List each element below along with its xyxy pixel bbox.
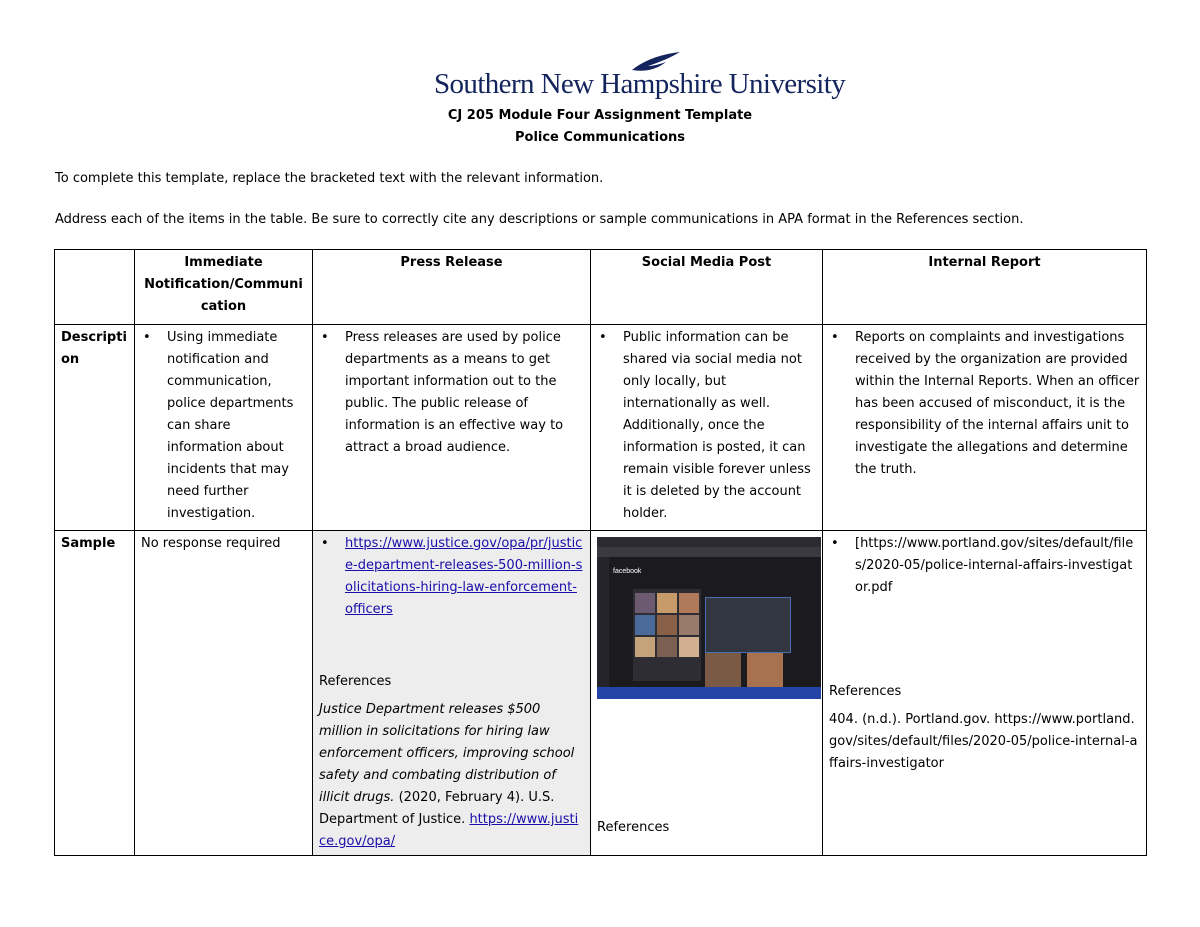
browser-address-bar: [597, 547, 821, 557]
document-subtitle: Police Communications: [514, 130, 686, 145]
table-row: [55, 531, 1147, 856]
sample-internal-report: [823, 531, 1147, 856]
document-title: CJ 205 Module Four Assignment Template: [447, 108, 753, 123]
screenshot-side-nav: [597, 557, 609, 687]
press-release-link[interactable]: https://www.justice.gov/opa/pr/justice-department-releases-500-million-solicitations-hiring-law-enforcement-officers: [345, 536, 583, 617]
reference-details: (2020, February 4). U.S. Department of Justice.: [319, 790, 555, 827]
list-item: • Using immediate notification and communication, police departments can share information about incidents that may need further investigation.: [141, 327, 306, 525]
sample-immediate-notification: No response required: [135, 531, 313, 856]
row-label-sample: Sample: [55, 531, 135, 856]
instruction-paragraph-2: Address each of the items in the table. Be sure to correctly cite any descriptions or sample communications in APA format in the References section.: [55, 212, 1024, 227]
university-logo: [434, 50, 846, 102]
screenshot-photo-2: [747, 653, 783, 691]
screenshot-post-card: [705, 597, 791, 653]
internal-report-reference: 404. (n.d.). Portland.gov. https://www.portland.gov/sites/default/files/2020-05/police-internal-affairs-investigator: [829, 712, 1138, 771]
header-press-release: Press Release: [313, 250, 591, 325]
photo-thumbnail: [679, 615, 699, 635]
list-item: • Public information can be shared via social media not only locally, but internationally as well. Additionally, once the information is posted, it can remain visible forever unless it is deleted by the account holder.: [597, 327, 816, 525]
screenshot-photo-panel: [633, 589, 701, 681]
header-social-media-post: Social Media Post: [591, 250, 823, 325]
table-header-row: [55, 250, 1147, 325]
photo-thumbnail: [657, 637, 677, 657]
internal-report-url: [https://www.portland.gov/sites/default/files/2020-05/police-internal-affairs-investigator.pdf: [855, 536, 1134, 595]
list-item: • Reports on complaints and investigations received by the organization are provided within the Internal Reports. When an officer has been accused of misconduct, it is the responsibility of the internal affairs unit to investigate the allegations and determine the truth.: [829, 327, 1140, 481]
table-row: [55, 325, 1147, 531]
reference-link[interactable]: https://www.justice.gov/opa/: [319, 812, 579, 849]
screenshot-taskbar: [597, 687, 821, 699]
list-item: [829, 533, 1140, 599]
photo-thumbnail: [635, 593, 655, 613]
header-immediate-notification: Immediate Notification/Communi cation: [135, 250, 313, 325]
header-internal-report: Internal Report: [823, 250, 1147, 325]
description-immediate-notification: [135, 325, 313, 531]
description-press-release: [313, 325, 591, 531]
references-label: References: [319, 674, 392, 689]
photo-thumbnail: [679, 593, 699, 613]
header-empty-cell: [55, 250, 135, 325]
photo-thumbnail: [657, 615, 677, 635]
screenshot-photo-1: [705, 653, 741, 691]
list-item: [319, 533, 584, 621]
assignment-table: [54, 249, 1147, 856]
row-label-description: Descripti on: [55, 325, 135, 531]
logo-wordmark: Southern New Hampshire University: [434, 68, 846, 100]
description-internal-report: [823, 325, 1147, 531]
instruction-paragraph-1: To complete this template, replace the bracketed text with the relevant information.: [55, 171, 604, 186]
photo-thumbnail: [679, 637, 699, 657]
social-media-screenshot: [597, 537, 821, 699]
photo-thumbnail: [635, 637, 655, 657]
press-release-reference: [319, 699, 584, 853]
references-label: References: [829, 684, 902, 699]
browser-tab-bar: [597, 537, 821, 547]
screenshot-site-name: facebook: [613, 568, 642, 575]
references-label: References: [597, 820, 670, 835]
sample-press-release: [313, 531, 591, 856]
sample-social-media-post: [591, 531, 823, 856]
description-social-media-post: [591, 325, 823, 531]
list-item: • Press releases are used by police departments as a means to get important information out to the public. The public release of information is an effective way to attract a broad audience.: [319, 327, 584, 459]
photo-thumbnail: [657, 593, 677, 613]
reference-title: Justice Department releases $500 million in solicitations for hiring law enforcement officers, improving school safety and combating distribution of illicit drugs.: [319, 702, 575, 805]
photo-thumbnail: [635, 615, 655, 635]
